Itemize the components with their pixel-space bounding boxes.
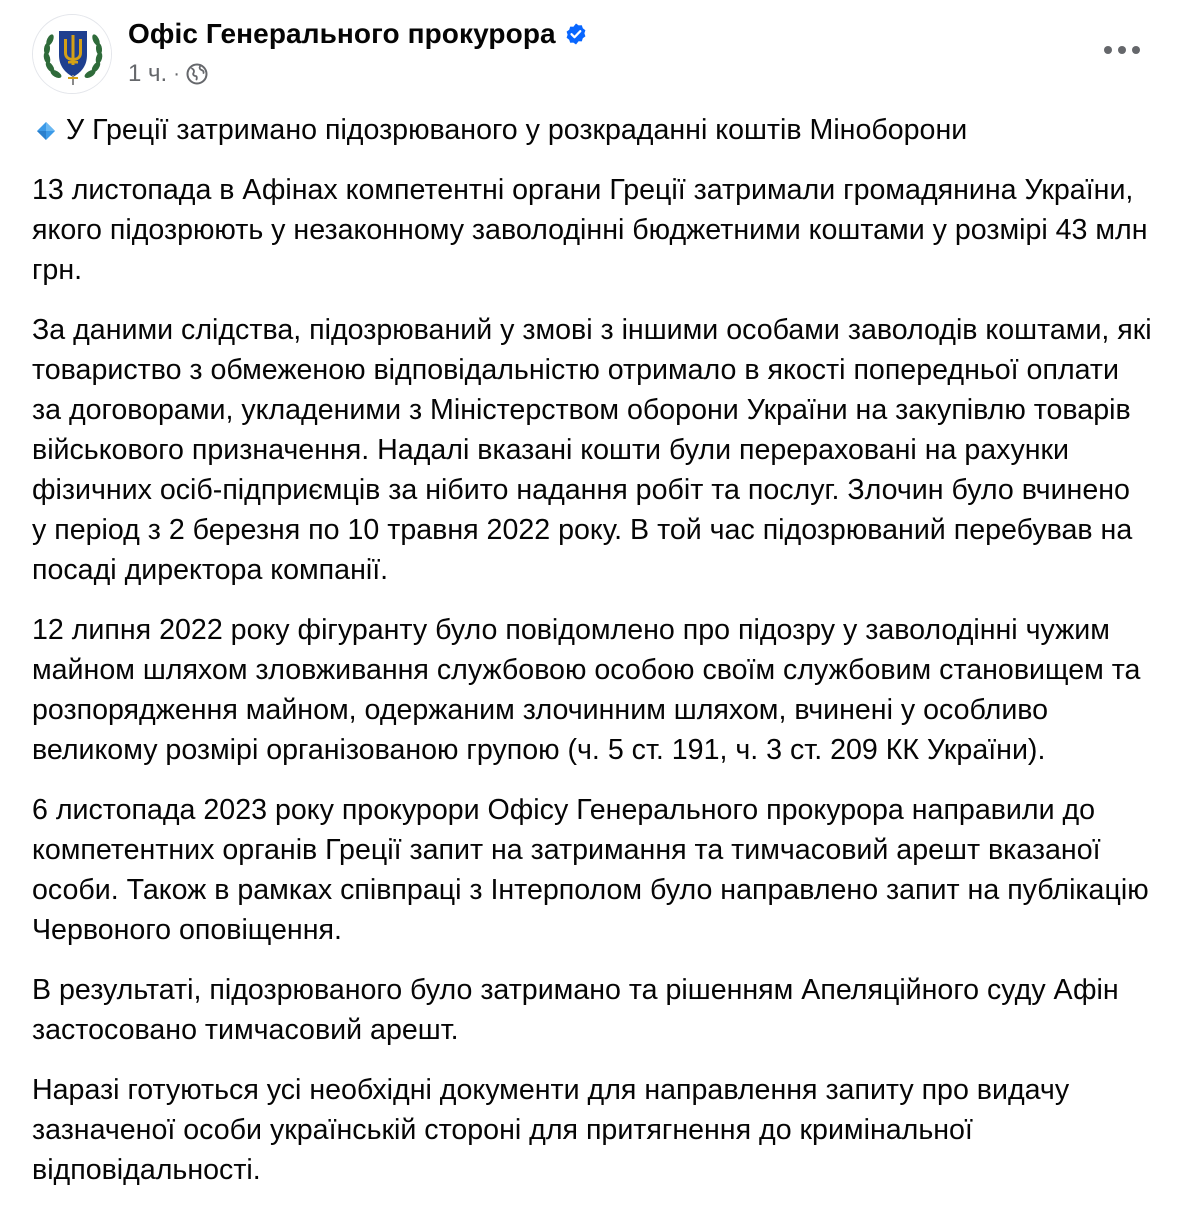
page-name[interactable]: Офіс Генерального прокурора bbox=[128, 18, 556, 49]
small-blue-diamond-icon bbox=[32, 116, 60, 144]
paragraph-5: В результаті, підозрюваного було затримано та рішенням Апеляційного суду Афін застосовано тимчасовий арешт. bbox=[32, 974, 1119, 1046]
paragraph-2: За даними слідства, підозрюваний у змові з іншими особами заволодів коштами, які товариство з обмеженою відповідальністю отримало в якості попередньої оплати за договорами, укладеними з Міністерством оборони України на закупівлю товарів військового призначення. Надалі вказані кошти були перераховані на рахунки фізичних осіб-підприємців за нібито надання робіт та послуг. Злочин було вчинено у період з 2 березня по 10 травня 2022 року. В той час підозрюваний перебував на посаді директора компанії. bbox=[32, 314, 1152, 586]
paragraph-4: 6 листопада 2023 року прокурори Офісу Генерального прокурора направили до компетентних органів Греції запит на затримання та тимчасовий арешт вказаної особи. Також в рамках співпраці з Інтерполом було направлено запит на публікацію Червоного оповіщення. bbox=[32, 794, 1149, 946]
prosecutor-emblem-icon bbox=[33, 15, 112, 94]
page-avatar[interactable] bbox=[32, 14, 112, 94]
more-options-icon bbox=[1102, 45, 1142, 55]
paragraph-6: Наразі готуються усі необхідні документи для направлення запиту про видачу зазначеної особи українській стороні для притягнення до кримінальної відповідальності. bbox=[32, 1074, 1070, 1186]
globe-icon[interactable] bbox=[186, 63, 208, 85]
paragraph-1: 13 листопада в Афінах компетентні органи Греції затримали громадянина України, якого підозрюють у незаконному заволодінні бюджетними коштами у розмірі 43 млн грн. bbox=[32, 174, 1148, 286]
meta-separator: · bbox=[173, 62, 180, 85]
paragraph-3: 12 липня 2022 року фігуранту було повідомлено про підозру у заволодінні чужим майном шляхом зловживання службовою особою своїм службовим становищем та розпорядження майном, одержаним злочинним шляхом, вчинені у особливо великому розмірі організованою групою (ч. 5 ст. 191, ч. 3 ст. 209 КК України). bbox=[32, 614, 1141, 766]
post-meta bbox=[128, 58, 208, 90]
more-options-button[interactable] bbox=[1098, 30, 1146, 70]
post-header bbox=[32, 14, 1146, 94]
post-timestamp[interactable]: 1 ч. bbox=[128, 60, 168, 87]
headline-text: У Греції затримано підозрюваного у розкраданні коштів Міноборони bbox=[66, 114, 968, 146]
post-text bbox=[32, 110, 1152, 1210]
verified-badge-icon bbox=[564, 22, 588, 46]
post-headline bbox=[32, 110, 1152, 150]
author-row bbox=[128, 16, 588, 52]
